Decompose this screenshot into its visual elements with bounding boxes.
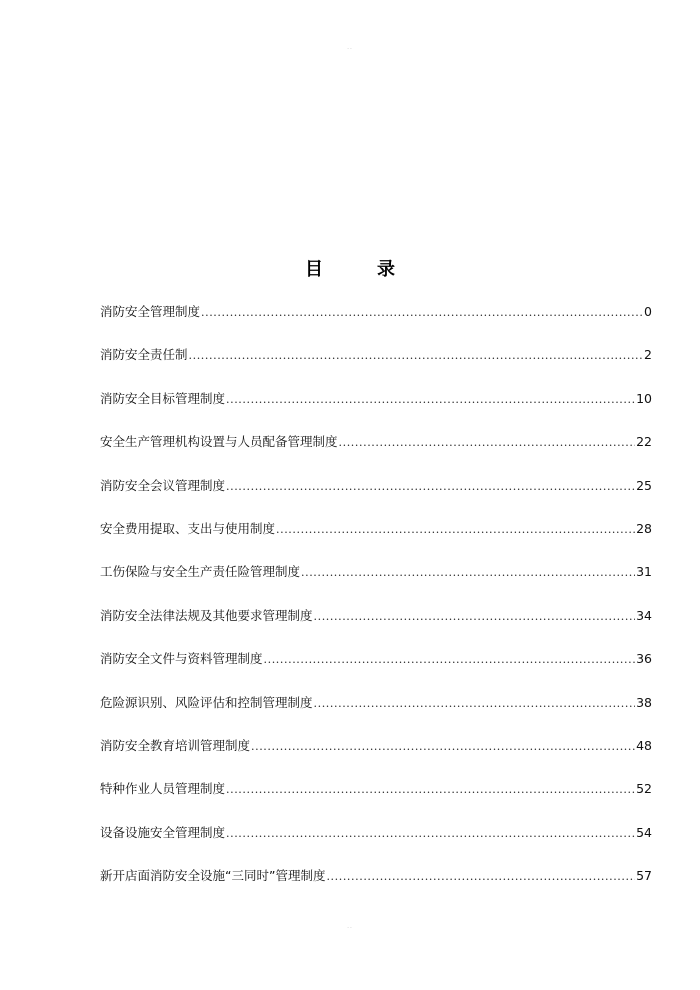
toc-entry[interactable] (100, 821, 652, 864)
toc-dot-leader (189, 344, 644, 368)
toc-entry-label: 消防安全法律法规及其他要求管理制度 (100, 607, 313, 623)
toc-entry-label: 安全费用提取、支出与使用制度 (100, 520, 276, 536)
toc-entry-label: 危险源识别、风险评估和控制管理制度 (100, 694, 313, 710)
toc-entry-label: 消防安全责任制 (100, 347, 188, 363)
toc-page-number: 52 (636, 781, 652, 797)
toc-page-number: 0 (644, 304, 652, 319)
toc-entry-label: 消防安全教育培训管理制度 (100, 737, 251, 753)
toc-dot-leader (276, 518, 635, 542)
toc-page-number: 2 (644, 347, 652, 363)
toc-entry[interactable] (100, 300, 652, 343)
toc-entry[interactable] (100, 864, 652, 907)
toc-entry[interactable] (100, 517, 652, 560)
toc-page-number: 28 (636, 520, 652, 536)
toc-entry-label: 特种作业人员管理制度 (100, 781, 226, 797)
toc-entry-label: 安全生产管理机构设置与人员配备管理制度 (100, 434, 338, 450)
toc-page-number: 22 (636, 434, 652, 450)
toc-entry[interactable] (100, 691, 652, 734)
toc-dot-leader (301, 561, 635, 585)
toc-page-number: 36 (636, 651, 652, 667)
toc-dot-leader (226, 388, 635, 412)
toc-dot-leader (251, 735, 635, 759)
footer-watermark: ·· (347, 925, 353, 932)
toc-dot-leader (264, 648, 636, 672)
header-watermark: ·· (347, 46, 353, 53)
toc-dot-leader (326, 865, 635, 889)
table-of-contents (100, 300, 652, 907)
page-title: 目 录 (305, 259, 413, 280)
toc-dot-leader (226, 822, 635, 846)
toc-dot-leader (339, 431, 636, 455)
toc-entry[interactable] (100, 430, 652, 473)
toc-page-number: 25 (636, 477, 652, 493)
toc-entry[interactable] (100, 647, 652, 690)
toc-dot-leader (314, 692, 636, 716)
toc-page-number: 54 (636, 824, 652, 840)
toc-entry[interactable] (100, 734, 652, 777)
toc-page-number: 34 (636, 607, 652, 623)
toc-entry[interactable] (100, 560, 652, 603)
toc-page-number: 10 (636, 390, 652, 406)
toc-entry-label: 消防安全文件与资料管理制度 (100, 651, 263, 667)
toc-page-number: 31 (636, 564, 652, 580)
toc-dot-leader (314, 605, 636, 629)
toc-dot-leader (226, 778, 635, 802)
toc-entry-label: 消防安全目标管理制度 (100, 390, 226, 406)
toc-entry-label: 新开店面消防安全设施“三同时”管理制度 (100, 868, 326, 884)
toc-page-number: 48 (636, 737, 652, 753)
toc-entry-label: 工伤保险与安全生产责任险管理制度 (100, 564, 301, 580)
toc-dot-leader (201, 301, 643, 325)
toc-entry[interactable] (100, 474, 652, 517)
toc-entry-label: 消防安全管理制度 (100, 304, 201, 319)
toc-entry[interactable] (100, 777, 652, 820)
toc-entry-label: 设备设施安全管理制度 (100, 824, 226, 840)
toc-entry[interactable] (100, 387, 652, 430)
toc-entry[interactable] (100, 604, 652, 647)
toc-entry-label: 消防安全会议管理制度 (100, 477, 226, 493)
toc-page-number: 38 (636, 694, 652, 710)
toc-entry[interactable] (100, 343, 652, 386)
toc-dot-leader (226, 475, 635, 499)
toc-page-number: 57 (636, 868, 652, 884)
